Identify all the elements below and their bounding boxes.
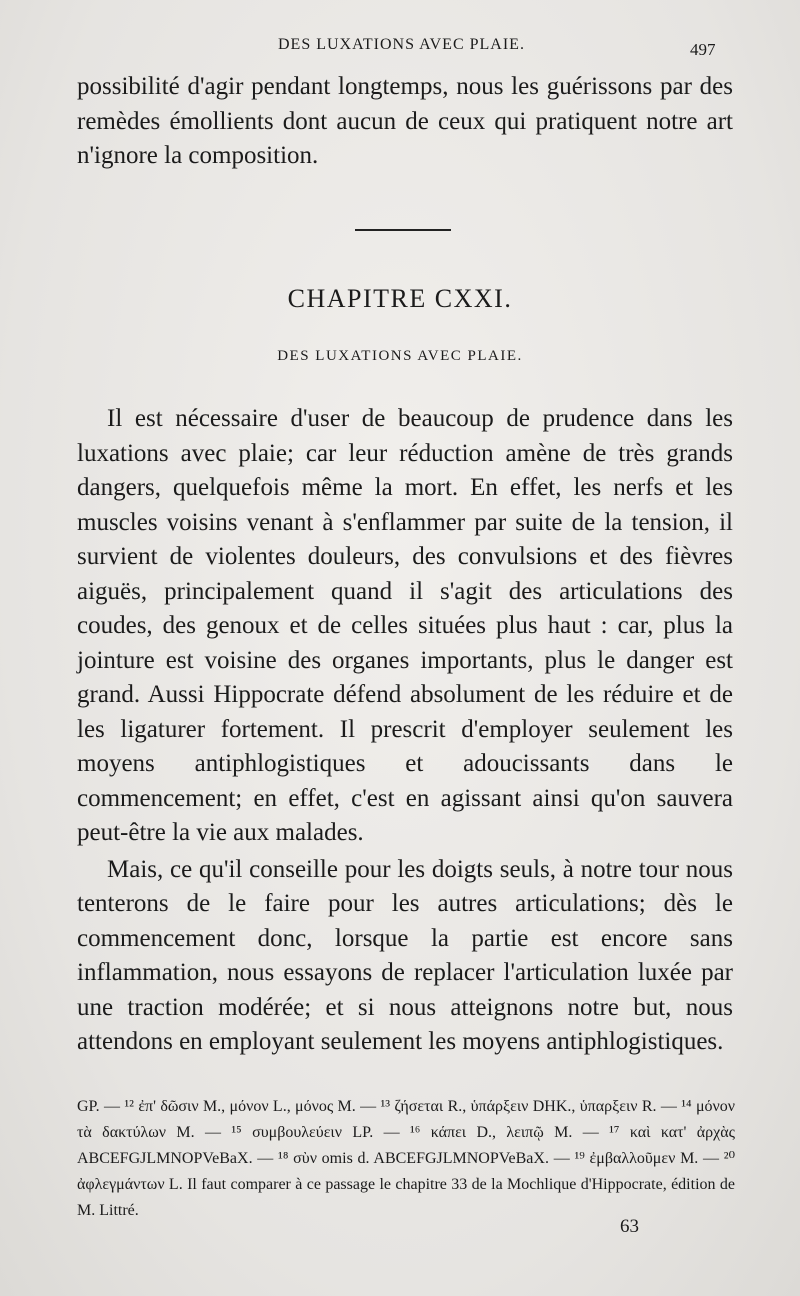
section-divider (355, 229, 451, 231)
page-number: 497 (690, 40, 716, 59)
signature-mark: 63 (620, 1216, 639, 1237)
footnotes (77, 1094, 735, 1224)
intro-text (77, 70, 733, 174)
paragraph-1: Il est nécessaire d'user de beaucoup de prudence dans les luxations avec plaie; car leur réduction amène de très grands dangers, quelquefois même la mort. En effet, les nerfs et les muscles voisins venant à s'enflammer par suite de la tension, il survient de violentes douleurs, des convulsions et des fièvres aiguës, principalement quand il s'agit des articulations des coudes, des genoux et de celles situées plus haut : car, plus la jointure est voisine des organes importants, plus le danger est grand. Aussi Hippocrate défend absolument de les réduire et de les ligaturer fortement. Il prescrit d'employer seulement les moyens antiphlogistiques et adoucissants dans le commencement; en effet, c'est en agissant ainsi qu'on sauvera peut-être la vie aux malades. (77, 405, 733, 846)
chapter-subtitle: DES LUXATIONS AVEC PLAIE. (277, 348, 523, 364)
footnote-text: GP. — ¹² ἐπ' δῶσιν M., μόνον L., μόνος M. — ¹³ ζήσεται R., ὑπάρξειν DHK., ὑπαρξειν R. — ¹⁴ μόνον τὰ δακτύλων M. — ¹⁵ συμβουλεύειν LP. — ¹⁶ κάπει D., λειπῷ M. — ¹⁷ καὶ κατ' ἀρχὰς ABCEFGJLMNOPVeBaX. — ¹⁸ σὺν omis d. ABCEFGJLMNOPVeBaX. — ¹⁹ ἐμβαλλοῦμεν M. — ²⁰ ἀφλεγμάντων L. Il faut comparer à ce passage le chapitre 33 de la Mochlique d'Hippocrate, édition de M. Littré. (77, 1098, 735, 1219)
chapter-title: CHAPITRE CXXI. (287, 284, 513, 313)
intro-paragraph: possibilité d'agir pendant longtemps, nous les guérissons par des remèdes émollients dont aucun de ceux qui pratiquent notre art n'ignore la composition. (77, 73, 733, 169)
chapter-body (77, 402, 733, 1060)
paragraph-2: Mais, ce qu'il conseille pour les doigts seuls, à notre tour nous tenterons de le faire pour les autres articulations; dès le commencement donc, lorsque la partie est encore sans inflammation, nous essayons de replacer l'articulation luxée par une traction modérée; et si nous atteignons notre but, nous attendons en employant seulement les moyens antiphlogistiques. (77, 855, 733, 1055)
running-title: DES LUXATIONS AVEC PLAIE. (278, 36, 525, 53)
running-head (0, 34, 800, 60)
